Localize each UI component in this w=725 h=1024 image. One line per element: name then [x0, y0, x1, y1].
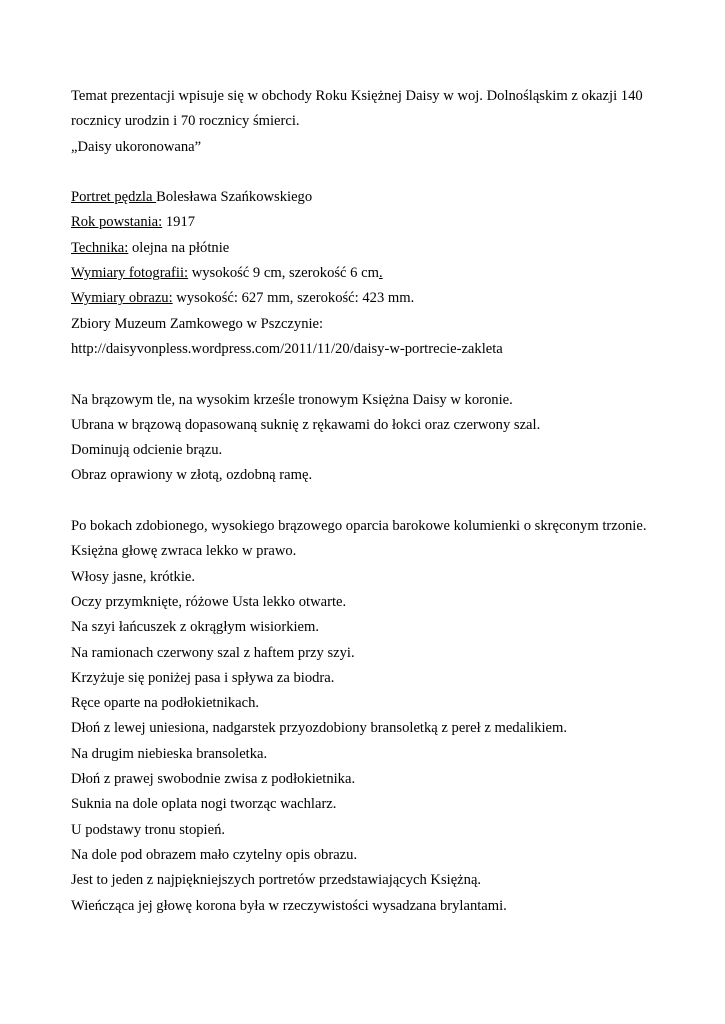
intro-line-2: rocznicy urodzin i 70 rocznicy śmierci.	[71, 113, 300, 130]
painting-dimensions-label: Wymiary obrazu:	[71, 290, 173, 307]
technique-value: olejna na płótnie	[128, 239, 230, 256]
blank-line	[71, 362, 691, 387]
description-line: Wieńcząca jej głowę korona była w rzeczywistości wysadzana brylantami.	[71, 897, 507, 914]
photo-dimensions-label: Wymiary fotografii:	[71, 265, 189, 282]
painting-dimensions-value: wysokość: 627 mm, szerokość: 423 mm.	[172, 290, 415, 307]
description-line: Dłoń z prawej swobodnie zwisa z podłokietnika.	[71, 771, 356, 788]
description-line: Ubrana w brązową dopasowaną suknię z rękawami do łokci oraz czerwony szal.	[71, 416, 541, 433]
portrait-label: Portret pędzla	[71, 189, 157, 206]
description-line: U podstawy tronu stopień.	[71, 821, 226, 838]
description-line: Na drugim niebieska bransoletka.	[71, 745, 268, 762]
source-url: http://daisyvonpless.wordpress.com/2011/11/20/daisy-w-portrecie-zakleta	[71, 340, 503, 357]
description-line: Krzyżuje się poniżej pasa i spływa za biodra.	[71, 669, 335, 686]
year-label: Rok powstania:	[71, 214, 163, 231]
description-line: Jest to jeden z najpiękniejszych portretów przedstawiających Księżną.	[71, 872, 482, 889]
portrait-author-line	[71, 185, 691, 210]
description-line: Na brązowym tle, na wysokim krześle tronowym Księżna Daisy w koronie.	[71, 391, 513, 408]
description-line: Na dole pod obrazem mało czytelny opis obrazu.	[71, 846, 358, 863]
document-page	[71, 84, 691, 919]
technique-line	[71, 236, 691, 261]
blank-line	[71, 489, 691, 514]
description-line: Ręce oparte na podłokietnikach.	[71, 695, 260, 712]
description-line: Na szyi łańcuszek z okrągłym wisiorkiem.	[71, 619, 320, 636]
description-line: Dłoń z lewej uniesiona, nadgarstek przyozdobiony bransoletką z pereł z medalikiem.	[71, 720, 568, 737]
intro-line-1: Temat prezentacji wpisuje się w obchody Roku Księżnej Daisy w woj. Dolnośląskim z okazji 140	[71, 88, 643, 104]
technique-label: Technika:	[71, 239, 129, 256]
painting-title: „Daisy ukoronowana”	[71, 138, 202, 155]
year-value: 1917	[162, 214, 196, 231]
photo-dimensions-value: wysokość 9 cm, szerokość 6 cm	[188, 265, 379, 282]
portrait-value: Bolesława Szańkowskiego	[156, 189, 313, 206]
description-line: Księżna głowę zwraca lekko w prawo.	[71, 543, 297, 560]
description-line: Oczy przymknięte, różowe Usta lekko otwarte.	[71, 593, 347, 610]
description-line: Włosy jasne, krótkie.	[71, 568, 196, 585]
description-line: Dominują odcienie brązu.	[71, 442, 223, 459]
description-line: Na ramionach czerwony szal z haftem przy szyi.	[71, 644, 355, 661]
blank-line	[71, 160, 691, 185]
painting-dimensions-line	[71, 286, 691, 311]
description-line: Obraz oprawiony w złotą, ozdobną ramę.	[71, 467, 313, 484]
collection-line: Zbiory Muzeum Zamkowego w Pszczynie:	[71, 315, 324, 332]
photo-dimensions-line	[71, 261, 691, 286]
photo-dimensions-end: .	[378, 265, 383, 282]
year-line	[71, 210, 691, 235]
description-line: Suknia na dole oplata nogi tworząc wachlarz.	[71, 796, 337, 813]
description-line: Po bokach zdobionego, wysokiego brązowego oparcia barokowe kolumienki o skręconym trzonie.	[71, 518, 647, 535]
